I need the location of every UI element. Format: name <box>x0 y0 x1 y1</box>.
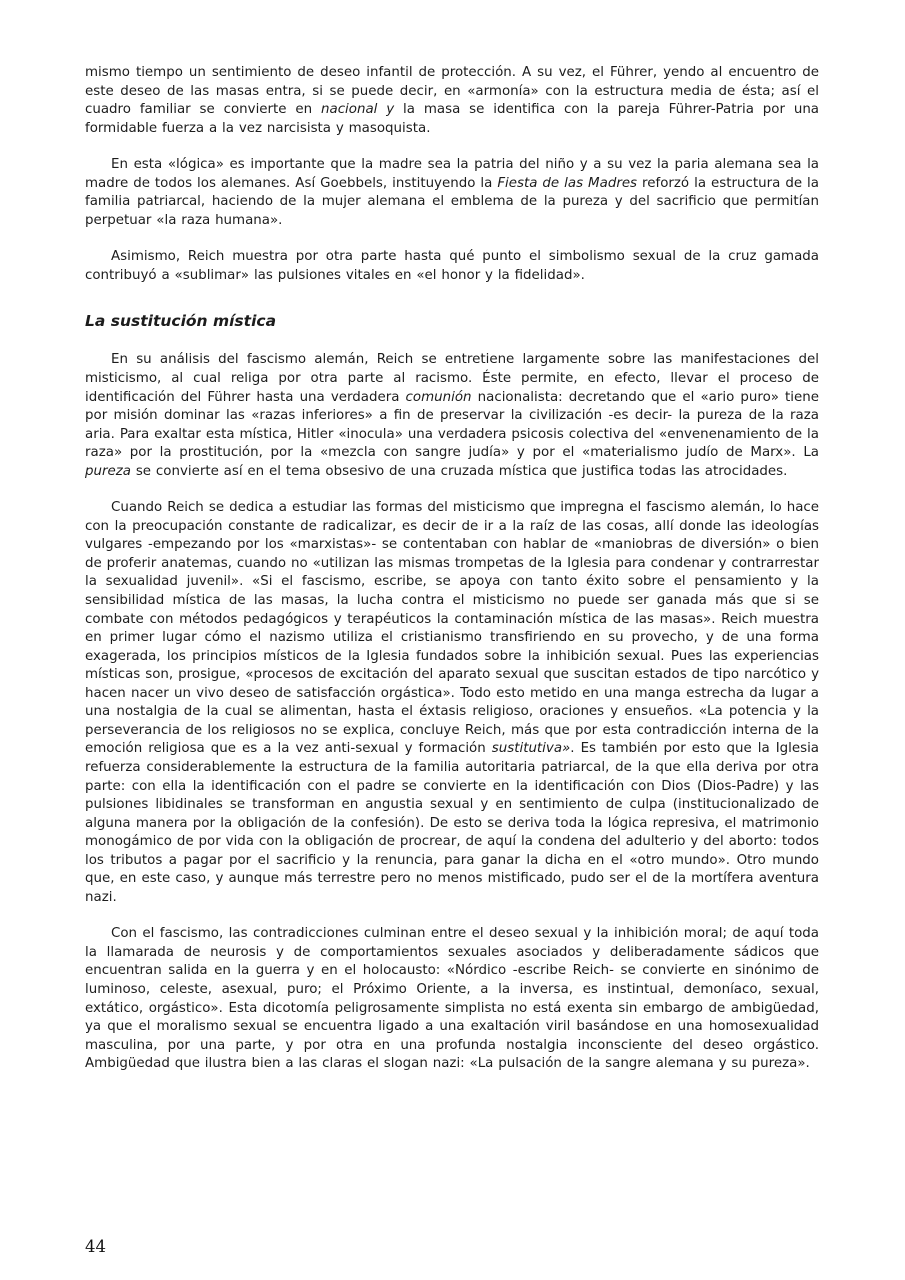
italic-text: comunión <box>405 389 472 405</box>
body-text: nacionalista: decretando que el «ario puro» tiene por misión dominar las «razas inferiores» a fin de preservar la civilización -es decir- la pureza de la raza aria. Para exaltar esta mística, Hitler «inocula» una verdadera psicosis colectiva del «envenenamiento de la raza» por la prostitución, por la «mezcla con sangre judía» y por el «materialismo judío de Marx». La <box>85 389 819 461</box>
section-heading: La sustitución mística <box>85 312 277 331</box>
body-text: reforzó la estructura de la familia patriarcal, haciendo de la mujer alemana el emblema de la pureza y del sacrificio que permitían perpetuar «la raza humana». <box>85 175 819 228</box>
page-number: 44 <box>85 1237 106 1256</box>
italic-text: pureza <box>85 463 131 479</box>
body-text: se convierte así en el tema obsesivo de una cruzada mística que justifica todas las atrocidades. <box>130 463 788 479</box>
italic-text: Fiesta de las Madres <box>497 175 638 191</box>
paragraph <box>85 925 819 1073</box>
body-text: mismo tiempo un sentimiento de deseo infantil de protección. A su vez, el Führer, yendo al encuentro de este deseo de las masas entra, si se puede decir, en «armonía» con la estructura media de ésta; así el cuadro familiar se convierte en <box>85 65 819 118</box>
body-text: En su análisis del fascismo alemán, Reich se entretiene largamente sobre las manifestaciones del misticismo, al cual religa por otra parte al racismo. Éste permite, en efecto, llevar el proceso de identificación del Führer hasta una verdadera <box>85 352 819 405</box>
page-body <box>85 64 819 1074</box>
paragraph <box>85 248 819 285</box>
body-text: la masa se identifica con la pareja Führer-Patria por una formidable fuerza a la vez narcisista y masoquista. <box>85 102 820 136</box>
paragraph <box>85 156 819 230</box>
italic-text: sustitutiva» <box>491 741 571 757</box>
body-text: Con el fascismo, las contradicciones culminan entre el deseo sexual y la inhibición moral; de aquí toda la llamarada de neurosis y de comportamientos sexuales asociados y deliberadamente sádicos que encuentran salida en la guerra y en el holocausto: «Nórdico -escribe Reich- se convierte en sinónimo de luminoso, celeste, asexual, puro; el Próximo Oriente, a la inversa, es instintual, demoníaco, sexual, extático, orgástico». Esta dicotomía peligrosamente simplista no está exenta sin embargo de ambigüedad, ya que el moralismo sexual se encuentra ligado a una exaltación viril basándose en una homosexualidad masculina, por una parte, y por otra en una profunda nostalgia inconsciente del deseo orgástico. Ambigüedad que ilustra bien a las claras el slogan nazi: «La pulsación de la sangre alemana y su pureza». <box>85 926 819 1072</box>
italic-text: nacional y <box>321 102 395 118</box>
body-text: Cuando Reich se dedica a estudiar las formas del misticismo que impregna el fascismo alemán, lo hace con la preocupación constante de radicalizar, es decir de ir a la raíz de las cosas, allí donde las ideologías vulgares -empezando por los «marxistas»- se contentaban con hablar de «maniobras de diversión» o bien de proferir anatemas, cuando no «utilizan las mismas trompetas de la Iglesia para condenar y contrarrestar la sexualidad juvenil». «Si el fascismo, escribe, se apoya con tanto éxito sobre el pensamiento y la sensibilidad mística de las masas, la lucha contra el misticismo no puede ser ganada más que si se combate con métodos pedagógicos y terapéuticos la contaminación mística de las masas». Reich muestra en primer lugar cómo el nazismo utiliza el cristianismo transfiriendo en su provecho, y de una forma exagerada, los principios místicos de la Iglesia fundados sobre la inhibición sexual. Pues las experiencias místicas son, prosigue, «procesos de excitación del aparato sexual que suscitan estados de tipo narcótico y hacen nacer un vivo deseo de satisfacción orgástica». Todo esto metido en una manga estrecha da lugar a una nostalgia de la cual se alimentan, hasta el éxtasis religioso, oraciones y ensueños. «La potencia y la perseverancia de los religiosos no se explica, concluye Reich, más que por esta contradicción interna de la emoción religiosa que es a la vez anti-sexual y formación <box>85 500 819 757</box>
paragraph <box>85 64 819 138</box>
body-text: Asimismo, Reich muestra por otra parte hasta qué punto el simbolismo sexual de la cruz gamada contribuyó a «sublimar» las pulsiones vitales en «el honor y la fidelidad». <box>85 249 819 283</box>
body-text: . Es también por esto que la Iglesia refuerza considerablemente la estructura de la familia autoritaria patriarcal, de la que ella deriva por otra parte: con ella la identificación con el padre se convierte en la identificación con Dios (Dios-Padre) y las pulsiones libidinales se transforman en angustia sexual y en sentimiento de culpa (institucionalizado de alguna manera por la obligación de la confesión). De esto se deriva toda la lógica represiva, el matrimonio monogámico de por vida con la obligación de procrear, de aquí la condena del adulterio y del aborto: todos los tributos a pagar por el sacrificio y la renuncia, para ganar la dicha en el «otro mundo». Otro mundo que, en este caso, y aunque más terrestre pero no menos mistificado, pudo ser el de la mortífera aventura nazi. <box>85 741 820 905</box>
paragraph <box>85 351 819 481</box>
body-text: En esta «lógica» es importante que la madre sea la patria del niño y a su vez la paria alemana sea la madre de todos los alemanes. Así Goebbels, instituyendo la <box>85 157 819 191</box>
paragraph <box>85 499 819 907</box>
